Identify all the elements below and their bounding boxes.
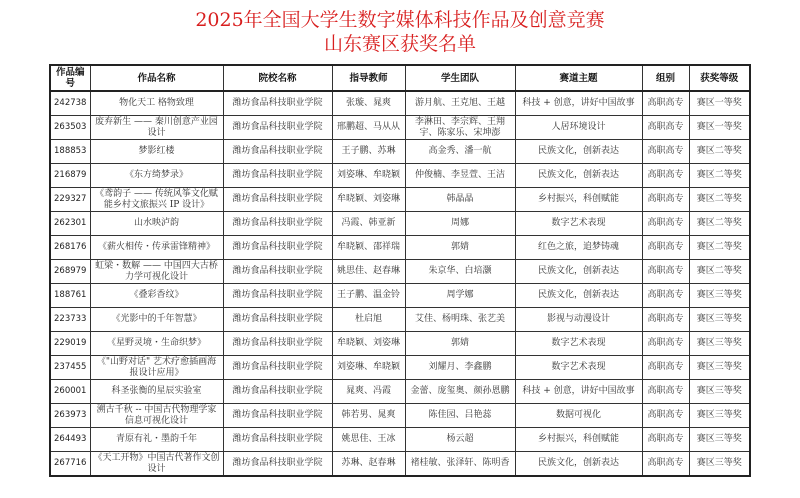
awards-table xyxy=(49,64,751,477)
cell-work-id: 268979 xyxy=(50,260,90,284)
cell-group: 高职高专 xyxy=(642,452,689,477)
cell-students: 杨云超 xyxy=(405,428,515,452)
table-row xyxy=(50,236,750,260)
cell-students: 金蕾、庞玺奥、颜孙恩鹏 xyxy=(405,380,515,404)
table-row xyxy=(50,260,750,284)
cell-students: 韩晶晶 xyxy=(405,188,515,212)
cell-track: 民族文化，创新表达 xyxy=(515,284,642,308)
cell-advisor: 王子鹏、温金铃 xyxy=(332,284,405,308)
cell-group: 高职高专 xyxy=(642,140,689,164)
cell-track: 数字艺术表现 xyxy=(515,356,642,380)
cell-work-name: 《东方绮梦录》 xyxy=(90,164,223,188)
cell-school: 潍坊食品科技职业学院 xyxy=(223,91,332,116)
document-title xyxy=(0,8,800,56)
header-col-advisor: 指导教师 xyxy=(332,65,405,91)
cell-track: 民族文化，创新表达 xyxy=(515,140,642,164)
cell-group: 高职高专 xyxy=(642,308,689,332)
cell-students: 仲俊楠、李昱萱、王洁 xyxy=(405,164,515,188)
header-col-work-id: 作品编号 xyxy=(50,65,90,91)
cell-school: 潍坊食品科技职业学院 xyxy=(223,188,332,212)
cell-work-id: 260001 xyxy=(50,380,90,404)
cell-advisor: 苏琳、赵春琳 xyxy=(332,452,405,477)
cell-track: 数据可视化 xyxy=(515,404,642,428)
cell-award: 赛区二等奖 xyxy=(689,140,750,164)
cell-track: 影视与动漫设计 xyxy=(515,308,642,332)
table-row xyxy=(50,308,750,332)
table-header-row xyxy=(50,65,750,91)
table-row xyxy=(50,91,750,116)
cell-students: 陈佳园、吕艳蕊 xyxy=(405,404,515,428)
cell-school: 潍坊食品科技职业学院 xyxy=(223,260,332,284)
cell-track: 红色之旅，追梦铸魂 xyxy=(515,236,642,260)
cell-school: 潍坊食品科技职业学院 xyxy=(223,452,332,477)
cell-work-name: 山水映泸韵 xyxy=(90,212,223,236)
cell-school: 潍坊食品科技职业学院 xyxy=(223,356,332,380)
cell-students: 郭婧 xyxy=(405,332,515,356)
header-col-award: 获奖等级 xyxy=(689,65,750,91)
cell-award: 赛区三等奖 xyxy=(689,308,750,332)
table-row xyxy=(50,428,750,452)
cell-school: 潍坊食品科技职业学院 xyxy=(223,140,332,164)
cell-advisor: 刘姿琳、牟晓颖 xyxy=(332,356,405,380)
title-line-1: 2025年全国大学生数字媒体科技作品及创意竞赛 xyxy=(195,9,605,31)
cell-work-id: 262301 xyxy=(50,212,90,236)
cell-work-name: 《叠彩香纹》 xyxy=(90,284,223,308)
cell-work-name: 虹梁・数解 —— 中国四大古桥力学可视化设计 xyxy=(90,260,223,284)
cell-advisor: 冯霞、韩亚新 xyxy=(332,212,405,236)
cell-group: 高职高专 xyxy=(642,380,689,404)
cell-group: 高职高专 xyxy=(642,260,689,284)
cell-group: 高职高专 xyxy=(642,356,689,380)
cell-school: 潍坊食品科技职业学院 xyxy=(223,236,332,260)
cell-award: 赛区三等奖 xyxy=(689,284,750,308)
cell-award: 赛区二等奖 xyxy=(689,236,750,260)
cell-work-name: 物化天工 格物致理 xyxy=(90,91,223,116)
cell-work-name: 科圣张衡的星辰实验室 xyxy=(90,380,223,404)
cell-track: 乡村振兴，科创赋能 xyxy=(515,428,642,452)
cell-work-id: 264493 xyxy=(50,428,90,452)
cell-group: 高职高专 xyxy=(642,212,689,236)
cell-work-id: 268176 xyxy=(50,236,90,260)
title-line-2: 山东赛区获奖名单 xyxy=(323,33,476,55)
cell-work-id: 263503 xyxy=(50,116,90,140)
table-row xyxy=(50,404,750,428)
cell-school: 潍坊食品科技职业学院 xyxy=(223,428,332,452)
cell-track: 数字艺术表现 xyxy=(515,212,642,236)
cell-award: 赛区三等奖 xyxy=(689,356,750,380)
table-row xyxy=(50,116,750,140)
cell-award: 赛区二等奖 xyxy=(689,188,750,212)
table-row xyxy=(50,164,750,188)
cell-award: 赛区三等奖 xyxy=(689,380,750,404)
cell-advisor: 刘姿琳、牟晓颖 xyxy=(332,164,405,188)
cell-track: 民族文化，创新表达 xyxy=(515,164,642,188)
cell-track: 乡村振兴，科创赋能 xyxy=(515,188,642,212)
cell-work-id: 188853 xyxy=(50,140,90,164)
cell-advisor: 张璇、晁爽 xyxy=(332,91,405,116)
cell-work-name: 《"山野对话" 艺术疗愈插画海报设计应用》 xyxy=(90,356,223,380)
cell-advisor: 杜启旭 xyxy=(332,308,405,332)
cell-work-id: 216879 xyxy=(50,164,90,188)
cell-award: 赛区二等奖 xyxy=(689,164,750,188)
cell-school: 潍坊食品科技职业学院 xyxy=(223,404,332,428)
cell-work-id: 263973 xyxy=(50,404,90,428)
cell-students: 刘耀月、李鑫鹏 xyxy=(405,356,515,380)
cell-work-id: 237455 xyxy=(50,356,90,380)
table-row xyxy=(50,140,750,164)
cell-advisor: 晁爽、冯霞 xyxy=(332,380,405,404)
cell-school: 潍坊食品科技职业学院 xyxy=(223,164,332,188)
cell-school: 潍坊食品科技职业学院 xyxy=(223,380,332,404)
cell-work-id: 242738 xyxy=(50,91,90,116)
cell-award: 赛区一等奖 xyxy=(689,91,750,116)
cell-school: 潍坊食品科技职业学院 xyxy=(223,284,332,308)
cell-group: 高职高专 xyxy=(642,236,689,260)
cell-students: 李淋田、李宗辉、王翔宇、陈家乐、宋坤澎 xyxy=(405,116,515,140)
cell-advisor: 韩若男、晁爽 xyxy=(332,404,405,428)
cell-students: 高金秀、潘一航 xyxy=(405,140,515,164)
cell-work-name: 梦影红楼 xyxy=(90,140,223,164)
cell-school: 潍坊食品科技职业学院 xyxy=(223,116,332,140)
table-row xyxy=(50,284,750,308)
cell-work-name: 废弃新生 —— 秦川创意产业园设计 xyxy=(90,116,223,140)
cell-work-name: 青原有礼・墨韵千年 xyxy=(90,428,223,452)
table-row xyxy=(50,332,750,356)
cell-award: 赛区三等奖 xyxy=(689,428,750,452)
cell-work-id: 229019 xyxy=(50,332,90,356)
cell-work-name: 《薪火相传・传承雷锋精神》 xyxy=(90,236,223,260)
header-col-track: 赛道主题 xyxy=(515,65,642,91)
cell-group: 高职高专 xyxy=(642,332,689,356)
cell-track: 科技 + 创意，讲好中国故事 xyxy=(515,91,642,116)
cell-group: 高职高专 xyxy=(642,284,689,308)
cell-work-name: 《光影中的千年智慧》 xyxy=(90,308,223,332)
cell-work-id: 223733 xyxy=(50,308,90,332)
cell-work-name: 《鸢韵子 —— 传统风筝文化赋能乡村文旅振兴 IP 设计》 xyxy=(90,188,223,212)
table-row xyxy=(50,452,750,477)
cell-award: 赛区一等奖 xyxy=(689,116,750,140)
header-col-work-name: 作品名称 xyxy=(90,65,223,91)
cell-school: 潍坊食品科技职业学院 xyxy=(223,308,332,332)
cell-award: 赛区三等奖 xyxy=(689,332,750,356)
table-row xyxy=(50,356,750,380)
header-col-group: 组别 xyxy=(642,65,689,91)
cell-track: 民族文化，创新表达 xyxy=(515,260,642,284)
cell-award: 赛区二等奖 xyxy=(689,212,750,236)
cell-work-id: 229327 xyxy=(50,188,90,212)
table-row xyxy=(50,212,750,236)
cell-advisor: 牟晓颖、邵祥瑞 xyxy=(332,236,405,260)
cell-award: 赛区三等奖 xyxy=(689,452,750,477)
cell-advisor: 姚思佳、王冰 xyxy=(332,428,405,452)
cell-students: 游月航、王克旭、王越 xyxy=(405,91,515,116)
cell-track: 民族文化，创新表达 xyxy=(515,452,642,477)
cell-students: 褚桂敏、张泽轩、陈明香 xyxy=(405,452,515,477)
cell-advisor: 姚思佳、赵春琳 xyxy=(332,260,405,284)
cell-group: 高职高专 xyxy=(642,188,689,212)
cell-track: 数字艺术表现 xyxy=(515,332,642,356)
cell-students: 周学娜 xyxy=(405,284,515,308)
cell-advisor: 牟晓颖、刘姿琳 xyxy=(332,188,405,212)
cell-advisor: 牟晓颖、刘姿琳 xyxy=(332,332,405,356)
cell-school: 潍坊食品科技职业学院 xyxy=(223,212,332,236)
cell-track: 人居环境设计 xyxy=(515,116,642,140)
cell-work-id: 267716 xyxy=(50,452,90,477)
cell-students: 艾佳、杨明珠、张艺美 xyxy=(405,308,515,332)
cell-school: 潍坊食品科技职业学院 xyxy=(223,332,332,356)
cell-students: 周娜 xyxy=(405,212,515,236)
cell-work-name: 《天工开物》中国古代著作文创设计 xyxy=(90,452,223,477)
cell-group: 高职高专 xyxy=(642,404,689,428)
header-col-school: 院校名称 xyxy=(223,65,332,91)
cell-group: 高职高专 xyxy=(642,164,689,188)
header-col-students: 学生团队 xyxy=(405,65,515,91)
cell-group: 高职高专 xyxy=(642,116,689,140)
cell-work-name: 溯古千秋 -- 中国古代物理学家信息可视化设计 xyxy=(90,404,223,428)
cell-students: 郭婧 xyxy=(405,236,515,260)
cell-advisor: 邢鹏超、马从从 xyxy=(332,116,405,140)
cell-track: 科技 + 创意，讲好中国故事 xyxy=(515,380,642,404)
table-row xyxy=(50,188,750,212)
cell-award: 赛区二等奖 xyxy=(689,260,750,284)
cell-students: 朱京华、白培灏 xyxy=(405,260,515,284)
cell-group: 高职高专 xyxy=(642,428,689,452)
table-row xyxy=(50,380,750,404)
cell-advisor: 王子鹏、苏琳 xyxy=(332,140,405,164)
cell-work-name: 《星野灵境・生命织梦》 xyxy=(90,332,223,356)
cell-work-id: 188761 xyxy=(50,284,90,308)
cell-award: 赛区三等奖 xyxy=(689,404,750,428)
table-body xyxy=(50,91,750,476)
cell-group: 高职高专 xyxy=(642,91,689,116)
